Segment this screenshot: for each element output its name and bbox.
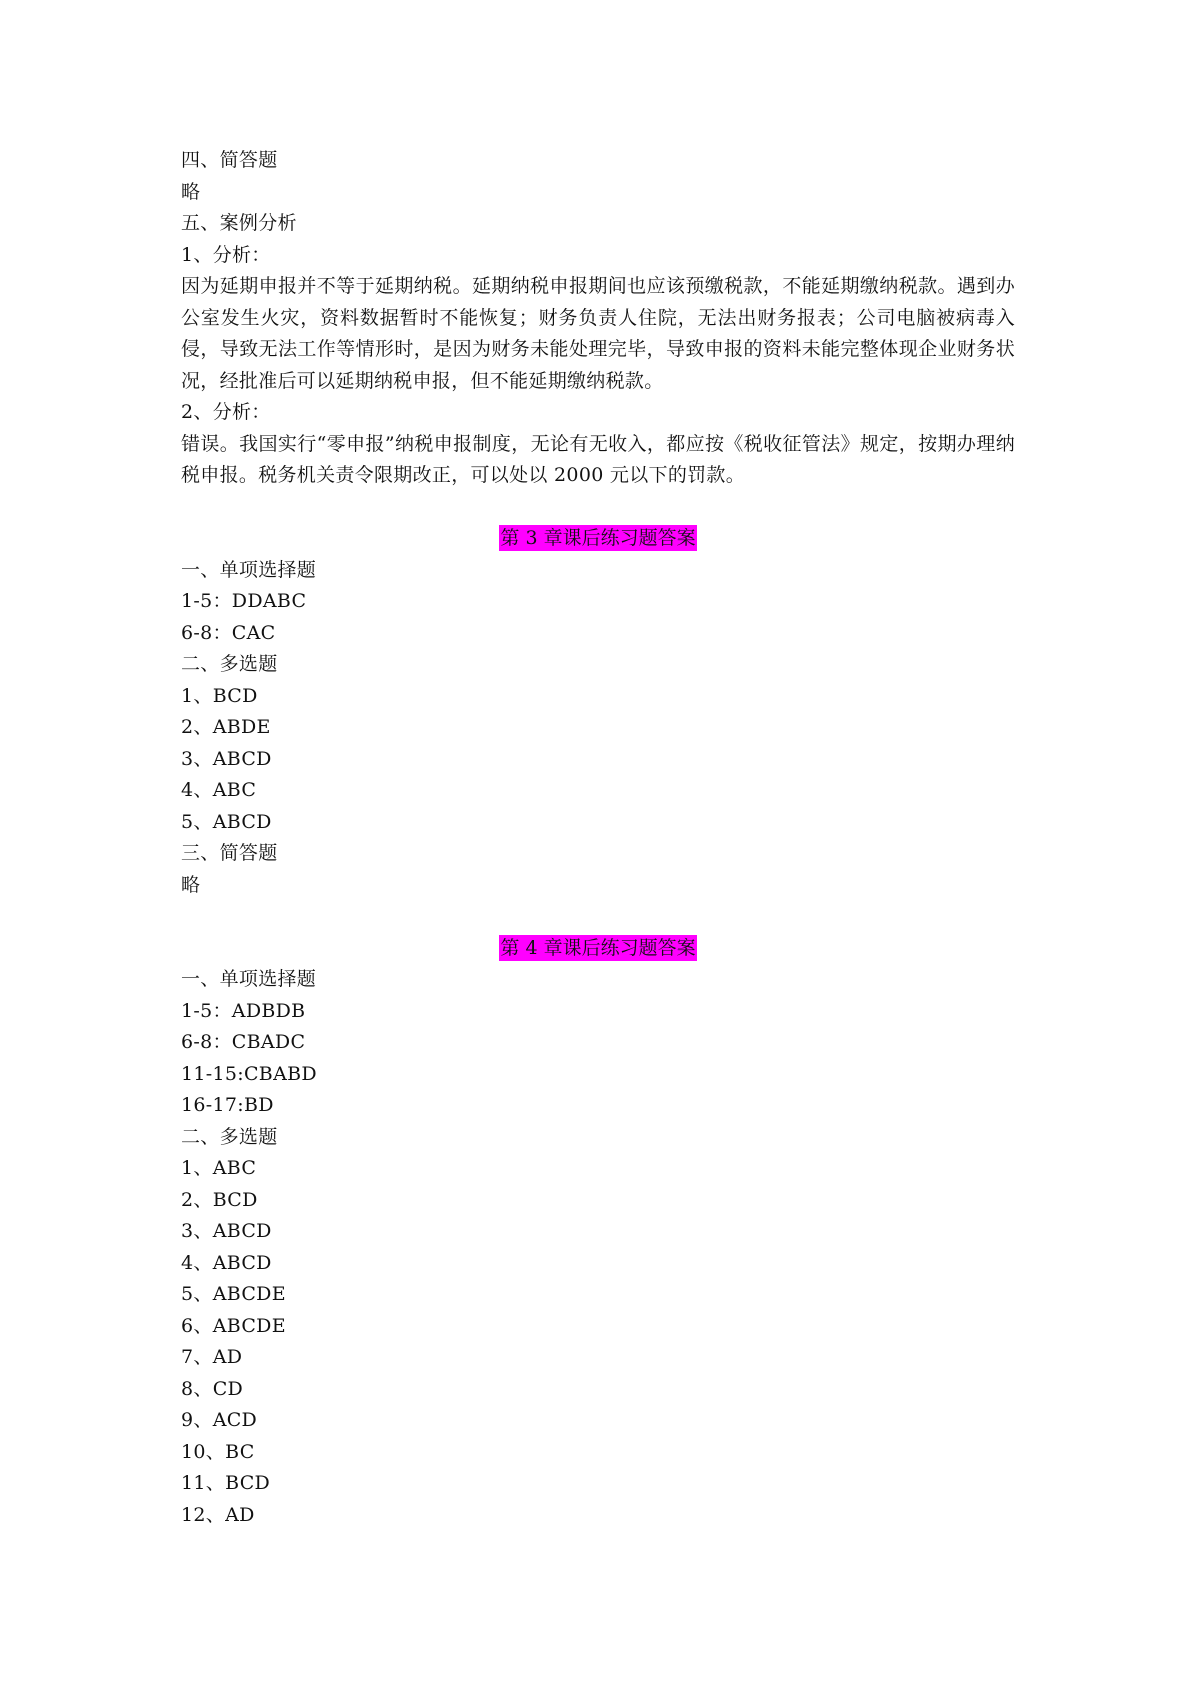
chapter-3-section bbox=[181, 523, 1015, 901]
answer-line: 11-15:CBABD bbox=[181, 1062, 317, 1085]
answer-line: 12、AD bbox=[181, 1503, 255, 1526]
answer-line: 16-17:BD bbox=[181, 1094, 274, 1116]
answer-line: 6、ABCDE bbox=[181, 1314, 286, 1337]
answer-line: 二、多选题 bbox=[181, 1125, 278, 1148]
spacer bbox=[181, 492, 1015, 524]
answer-line: 5、ABCD bbox=[181, 810, 272, 833]
chapter-4-answers bbox=[181, 964, 1015, 1531]
answer-line: 11、BCD bbox=[181, 1472, 271, 1494]
answer-line: 1、ABC bbox=[181, 1157, 257, 1179]
answer-line: 7、AD bbox=[181, 1346, 243, 1368]
answer-line: 1-5：ADBDB bbox=[181, 999, 306, 1022]
answer-line: 4、ABCD bbox=[181, 1251, 272, 1274]
answer-line: 一、单项选择题 bbox=[181, 558, 317, 581]
answer-line: 1、BCD bbox=[181, 684, 258, 707]
answer-line: 1-5：DDABC bbox=[181, 590, 307, 612]
answer-line: 一、单项选择题 bbox=[181, 968, 317, 990]
chapter-3-heading-row bbox=[181, 523, 1015, 555]
section-previous bbox=[181, 145, 1015, 492]
analysis-1-text: 因为延期申报并不等于延期纳税。延期纳税申报期间也应该预缴税款，不能延期缴纳税款。遇到办公室发生火灾，资料数据暂时不能恢复；财务负责人住院，无法出财务报表；公司电脑被病毒入侵，导致无法工作等情形时，是因为财务未能处理完毕，导致申报的资料未能完整体现企业财务状况，经批准后可以延期纳税申报，但不能延期缴纳税款。 bbox=[181, 275, 1015, 392]
chapter-4-heading-row bbox=[181, 933, 1015, 965]
answer-line: 10、BC bbox=[181, 1440, 255, 1463]
answer-line: 略 bbox=[181, 873, 201, 896]
document-page bbox=[181, 145, 1015, 1531]
chapter-4-section bbox=[181, 933, 1015, 1532]
analysis-2-text: 错误。我国实行“零申报”纳税申报制度，无论有无收入，都应按《税收征管法》规定，按期办理纳税申报。税务机关责令限期改正，可以处以 2000 元以下的罚款。 bbox=[181, 432, 1015, 486]
answer-line: 3、ABCD bbox=[181, 747, 272, 770]
analysis-2-label: 2、分析： bbox=[181, 401, 271, 423]
chapter-3-heading: 第 3 章课后练习题答案 bbox=[500, 527, 696, 549]
answer-line: 9、ACD bbox=[181, 1409, 258, 1431]
answer-line: 三、简答题 bbox=[181, 842, 278, 864]
chapter-3-answers bbox=[181, 555, 1015, 902]
answer-line: 2、ABDE bbox=[181, 716, 271, 738]
analysis-1-label: 1、分析： bbox=[181, 243, 271, 266]
answer-line: 2、BCD bbox=[181, 1188, 258, 1211]
answer-line: 5、ABCDE bbox=[181, 1283, 286, 1305]
heading-case-analysis: 五、案例分析 bbox=[181, 212, 297, 234]
answer-line: 4、ABC bbox=[181, 779, 257, 801]
answer-line: 8、CD bbox=[181, 1377, 244, 1400]
answer-line: 二、多选题 bbox=[181, 653, 278, 675]
answer-line: 6-8：CBADC bbox=[181, 1031, 306, 1053]
heading-short-answer: 四、简答题 bbox=[181, 149, 278, 171]
chapter-4-heading: 第 4 章课后练习题答案 bbox=[500, 936, 696, 959]
answer-line: 3、ABCD bbox=[181, 1220, 272, 1242]
answer-omitted: 略 bbox=[181, 180, 201, 203]
spacer bbox=[181, 901, 1015, 933]
answer-line: 6-8：CAC bbox=[181, 621, 276, 644]
